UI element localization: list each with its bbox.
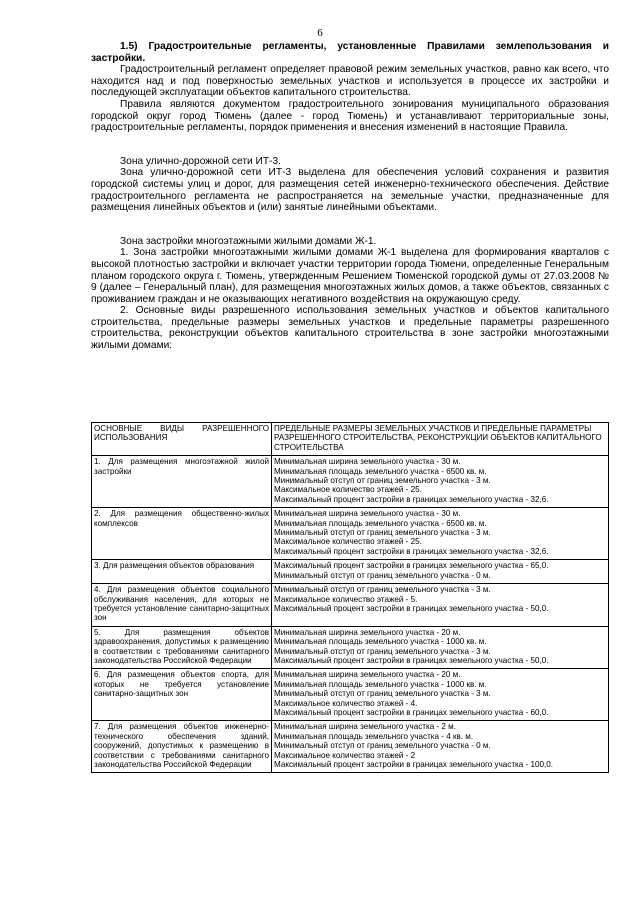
- paragraph: 1. Зона застройки многоэтажными жилыми домами Ж-1 выделена для формирования кварталов с высокой плотностью застройки и включает участки территории города Тюмени, определенные Генеральным планом городского округа г. Тюмень, утвержденным Решением Тюменской городской думы от 27.03.2008 № 9 (далее – Генеральный план), для размещения многоэтажных жилых домов, а также объектов, связанных с проживанием граждан и не оказывающих негативного воздействия на окружающую среду.: [91, 247, 609, 305]
- table-cell-params: [272, 560, 609, 584]
- param-line: Минимальная ширина земельного участка - 2 м.: [274, 722, 456, 732]
- table-cell-use: 1. Для размещения многоэтажной жилой застройки: [92, 456, 272, 508]
- table-cell-params: [272, 584, 609, 627]
- param-line: Максимальное количество этажей - 5.: [274, 594, 418, 604]
- table-row: [92, 560, 609, 584]
- param-line: Максимальный процент застройки в границах земельного участка - 32,6.: [274, 494, 549, 504]
- param-line: Максимальное количество этажей - 2: [274, 750, 416, 760]
- table-cell-use: 2. Для размещения общественно-жилых комплексов: [92, 508, 272, 560]
- param-line: Минимальная площадь земельного участка - 1000 кв. м.: [274, 637, 487, 647]
- param-line: Минимальный отступ от границ земельного участка - 3 м.: [274, 476, 491, 486]
- param-line: Минимальный отступ от границ земельного участка - 3 м.: [274, 689, 491, 699]
- document-body: [91, 41, 609, 352]
- param-line: Минимальная ширина земельного участка - 30 м.: [274, 509, 461, 519]
- table-cell-params: [272, 456, 609, 508]
- table-header-cell: ОСНОВНЫЕ ВИДЫ РАЗРЕШЕННОГО ИСПОЛЬЗОВАНИЯ: [92, 423, 272, 456]
- table-cell-use: 5. Для размещения объектов здравоохранения, допустимых к размещению в соответствии с требованиями санитарного законодательства Российской Федерации: [92, 626, 272, 669]
- zone-title: Зона улично-дорожной сети ИТ-3.: [120, 155, 281, 167]
- param-line: Минимальный отступ от границ земельного участка - 0 м.: [274, 741, 491, 751]
- param-line: Минимальный отступ от границ земельного участка - 3 м.: [274, 646, 491, 656]
- param-line: Максимальное количество этажей - 25.: [274, 537, 422, 547]
- table-row: [92, 584, 609, 627]
- page-number: 6: [317, 27, 323, 39]
- table-cell-use: 3. Для размещения объектов образования: [92, 560, 272, 584]
- paragraph: 2. Основные виды разрешенного использования земельных участков и объектов капитального строительства, предельные размеры земельных участков и предельные параметры разрешенного строительства, реконструкции объектов капитального строительства в зоне застройки многоэтажными жилыми домами:: [91, 305, 609, 352]
- param-line: Максимальный процент застройки в границах земельного участка - 50,0.: [274, 655, 549, 665]
- table-header-row: [92, 423, 609, 456]
- param-line: Максимальное количество этажей - 25.: [274, 485, 422, 495]
- param-line: Максимальный процент застройки в границах земельного участка - 65,0.: [274, 561, 549, 571]
- param-line: Минимальная ширина земельного участка - 30 м.: [274, 457, 461, 467]
- param-line: Максимальный процент застройки в границах земельного участка - 50,0.: [274, 603, 549, 613]
- param-line: Максимальный процент застройки в границах земельного участка - 100,0.: [274, 760, 553, 769]
- param-line: Максимальный процент застройки в границах земельного участка - 60,0.: [274, 707, 549, 717]
- param-line: Минимальный отступ от границ земельного участка - 0 м.: [274, 570, 491, 580]
- table-cell-use: 4. Для размещения объектов социального обслуживания населения, для которых не требуется установление санитарно-защитных зон: [92, 584, 272, 627]
- section-heading: 1.5) Градостроительные регламенты, установленные Правилами землепользования и застройки.: [91, 41, 609, 64]
- table-row: [92, 456, 609, 508]
- table-cell-params: [272, 721, 609, 773]
- table-row: [92, 508, 609, 560]
- param-line: Минимальный отступ от границ земельного участка - 3 м.: [274, 528, 491, 538]
- param-line: Минимальная ширина земельного участка - 20 м.: [274, 670, 461, 680]
- table-cell-params: [272, 669, 609, 721]
- zone-title: Зона застройки многоэтажными жилыми домами Ж-1.: [120, 235, 377, 247]
- param-line: Минимальная площадь земельного участка - 4 кв. м.: [274, 731, 474, 741]
- table-row: [92, 721, 609, 773]
- param-line: Максимальный процент застройки в границах земельного участка - 32,6.: [274, 546, 549, 556]
- paragraph: Зона улично-дорожной сети ИТ-3 выделена для обеспечения условий сохранения и развития городской системы улиц и дорог, для размещения сетей инженерно-технического обеспечения. Действие градостроительного регламента не распространяется на земельные участки, предназначенные для размещения линейных объектов и (или) занятые линейными объектами.: [91, 167, 609, 214]
- table-cell-params: [272, 626, 609, 669]
- table-row: [92, 669, 609, 721]
- param-line: Минимальная площадь земельного участка - 6500 кв. м.: [274, 466, 487, 476]
- table-cell-use: 7. Для размещения объектов инженерно-технического обеспечения зданий, сооружений, допустимых к размещению в соответствии с требованиями санитарного законодательства Российской Федерации: [92, 721, 272, 773]
- table-cell-use: 6. Для размещения объектов спорта, для которых не требуется установление санитарно-защитных зон: [92, 669, 272, 721]
- table-cell-params: [272, 508, 609, 560]
- paragraph: Градостроительный регламент определяет правовой режим земельных участков, равно как всего, что находится над и под поверхностью земельных участков и используется в процессе их застройки и последующей эксплуатации объектов капитального строительства.: [91, 64, 609, 99]
- param-line: Минимальный отступ от границ земельного участка - 3 м.: [274, 585, 491, 595]
- paragraph: Правила являются документом градостроительного зонирования муниципального образования городской округ город Тюмень (далее - город Тюмень) и устанавливают территориальные зоны, градостроительные регламенты, порядок применения и внесения изменений в настоящие Правила.: [91, 98, 609, 134]
- param-line: Минимальная площадь земельного участка - 1000 кв. м.: [274, 679, 487, 689]
- table-row: [92, 626, 609, 669]
- regulations-table: [91, 422, 609, 773]
- param-line: Минимальная площадь земельного участка - 6500 кв. м.: [274, 518, 487, 528]
- table-header-cell: ПРЕДЕЛЬНЫЕ РАЗМЕРЫ ЗЕМЕЛЬНЫХ УЧАСТКОВ И ПРЕДЕЛЬНЫЕ ПАРАМЕТРЫ РАЗРЕШЕННОГО СТРОИТЕЛЬСТВА, РЕКОНСТРУКЦИИ ОБЪЕКТОВ КАПИТАЛЬНОГО СТРОИТЕЛЬСТВА: [272, 423, 609, 456]
- param-line: Максимальное количество этажей - 4.: [274, 698, 418, 708]
- param-line: Минимальная ширина земельного участка - 20 м.: [274, 627, 461, 637]
